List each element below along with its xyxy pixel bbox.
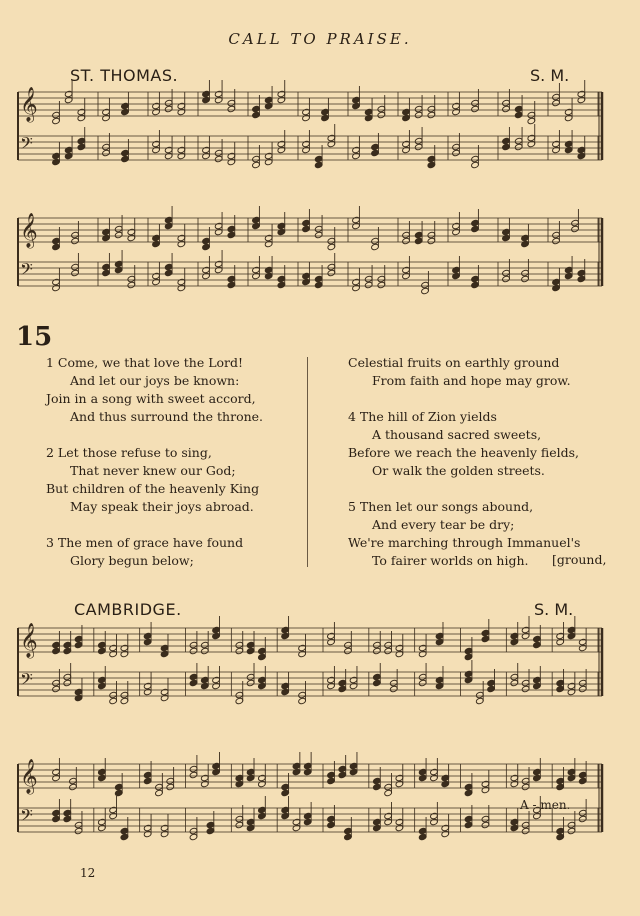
tune-name-st-thomas: ST. THOMAS. bbox=[70, 66, 179, 85]
verse-line: Glory begun below; bbox=[70, 553, 194, 568]
verse-line: 1 Come, we that love the Lord! bbox=[46, 355, 244, 370]
verse-line: That never knew our God; bbox=[70, 463, 236, 478]
running-title: CALL TO PRAISE. bbox=[228, 30, 412, 48]
bass-clef: 𝄢 bbox=[20, 669, 33, 693]
verse-line: 4 The hill of Zion yields bbox=[348, 409, 497, 424]
meter-st-thomas: S. M. bbox=[530, 66, 570, 85]
page-number: 12 bbox=[80, 866, 96, 880]
verse-line: We're marching through Immanuel's bbox=[348, 535, 581, 550]
verse-line: 5 Then let our songs abound, bbox=[348, 499, 534, 514]
meter-cambridge: S. M. bbox=[534, 600, 574, 619]
verse-line: And thus surround the throne. bbox=[70, 409, 264, 424]
verse-line: 3 The men of grace have found bbox=[46, 535, 244, 550]
verse-line: But children of the heavenly King bbox=[46, 481, 260, 496]
treble-clef: 𝄞 bbox=[20, 87, 38, 122]
tune-name-cambridge: CAMBRIDGE. bbox=[74, 600, 182, 619]
bass-clef: 𝄢 bbox=[20, 805, 33, 829]
hymn-number: 15 bbox=[16, 322, 53, 352]
verse-line: Celestial fruits on earthly ground bbox=[348, 355, 560, 370]
treble-clef: 𝄞 bbox=[20, 213, 38, 248]
bass-clef: 𝄢 bbox=[20, 133, 33, 157]
verse-line: Or walk the golden streets. bbox=[372, 463, 545, 478]
verse-line: To fairer worlds on high. bbox=[372, 553, 529, 568]
verse-line: A thousand sacred sweets, bbox=[372, 427, 542, 442]
verse-line: And let our joys be known: bbox=[70, 373, 240, 388]
verse-line: May speak their joys abroad. bbox=[70, 499, 254, 514]
treble-clef: 𝄞 bbox=[20, 759, 38, 794]
verse-overflow-word: [ground, bbox=[552, 552, 607, 567]
bass-clef: 𝄢 bbox=[20, 259, 33, 283]
verse-line: Join in a song with sweet accord, bbox=[46, 391, 256, 406]
amen-lyric: A - men. bbox=[520, 798, 571, 812]
verse-line: And every tear be dry; bbox=[372, 517, 515, 532]
verse-line: From faith and hope may grow. bbox=[372, 373, 571, 388]
treble-clef: 𝄞 bbox=[20, 623, 38, 658]
verse-line: Before we reach the heavenly fields, bbox=[348, 445, 580, 460]
verse-line: 2 Let those refuse to sing, bbox=[46, 445, 212, 460]
